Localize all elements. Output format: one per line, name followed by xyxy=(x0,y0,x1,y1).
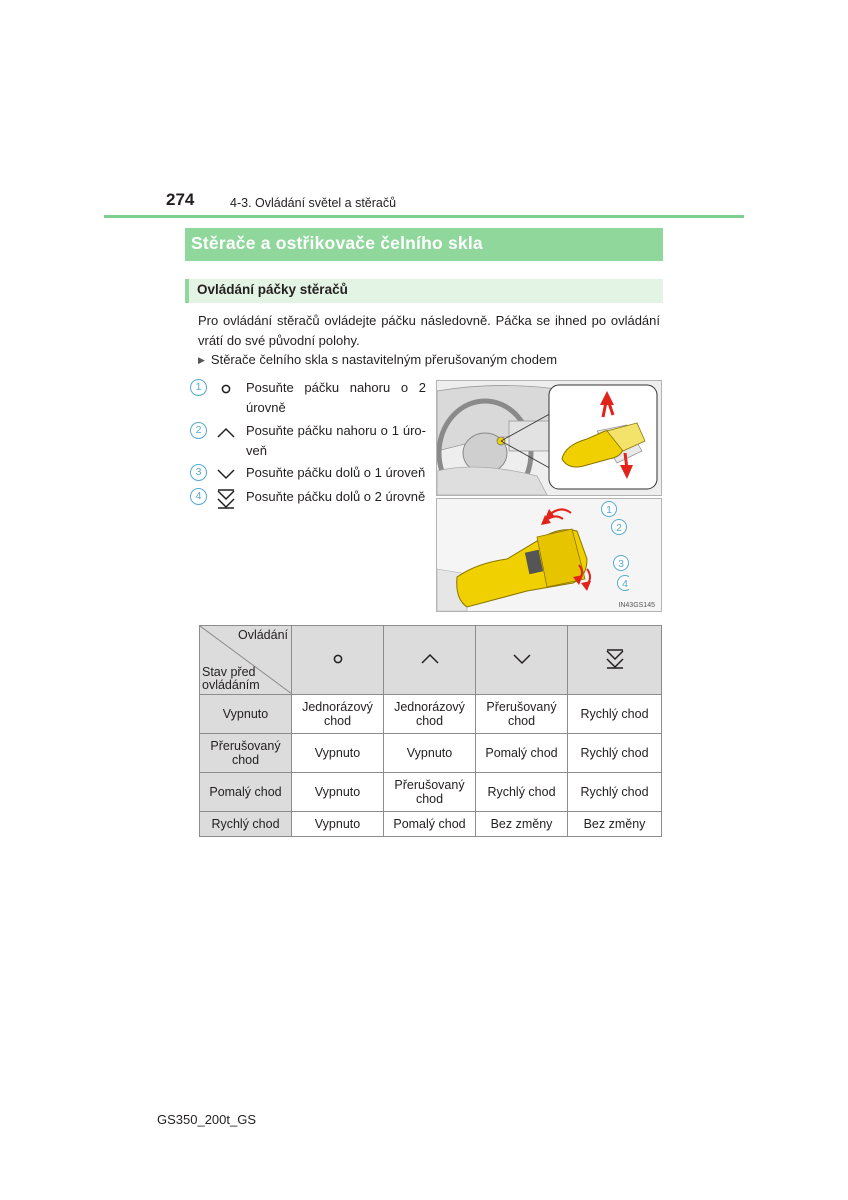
table-cell: Rychlý chod xyxy=(476,773,568,812)
column-header-down xyxy=(476,626,568,695)
column-header-double-down xyxy=(568,626,662,695)
step-number-badge: 1 xyxy=(190,379,207,396)
step-number-badge: 2 xyxy=(190,422,207,439)
double-down-icon xyxy=(604,648,626,670)
table-cell: Rychlý chod xyxy=(568,734,662,773)
intro-paragraph: Pro ovládání stěračů ovládejte páčku následovně. Páčka se ihned po ovládání vrátí do své původní polohy. xyxy=(198,313,660,348)
header-divider xyxy=(104,215,744,218)
page-number: 274 xyxy=(166,190,195,209)
table-cell: Jednorázový chod xyxy=(384,695,476,734)
table-corner-cell xyxy=(200,626,292,695)
step-text: Posuňte páčku dolů o 2 úrovně xyxy=(246,489,426,504)
down-chevron-icon xyxy=(215,464,237,482)
step-text: Posuňte páčku dolů o 1 úroveň xyxy=(246,465,426,480)
dashboard-illustration xyxy=(436,380,662,496)
corner-label-operation: Ovládání xyxy=(237,628,288,642)
table-row xyxy=(200,734,662,773)
table-header-row xyxy=(200,626,662,695)
table-row xyxy=(200,773,662,812)
table-cell: Pomalý chod xyxy=(384,812,476,837)
table-cell: Jednorázový chod xyxy=(292,695,384,734)
up-chevron-icon xyxy=(215,422,237,440)
table-cell: Pomalý chod xyxy=(476,734,568,773)
double-down-icon xyxy=(215,488,237,510)
step-2 xyxy=(190,421,426,461)
callout-2 xyxy=(612,520,627,535)
triangle-bullet-icon: ▶ xyxy=(198,355,205,365)
up-chevron-icon xyxy=(419,650,441,668)
row-state: Vypnuto xyxy=(200,695,292,734)
step-number-badge: 4 xyxy=(190,488,207,505)
table-cell: Přerušovaný chod xyxy=(476,695,568,734)
column-header-up xyxy=(384,626,476,695)
table-row xyxy=(200,812,662,837)
table-cell: Vypnuto xyxy=(292,734,384,773)
table-cell: Bez změny xyxy=(568,812,662,837)
step-1 xyxy=(190,378,426,418)
steering-wheel-drawing xyxy=(437,381,661,495)
table-cell: Bez změny xyxy=(476,812,568,837)
section-title: Stěrače a ostřikovače čelního skla xyxy=(185,228,663,261)
callout-4 xyxy=(618,576,630,591)
step-4 xyxy=(190,487,426,507)
svg-text:2: 2 xyxy=(616,522,622,534)
svg-text:4: 4 xyxy=(622,578,628,590)
svg-text:3: 3 xyxy=(618,558,624,570)
step-text: Posuňte páčku nahoru o 1 úro-veň xyxy=(246,423,426,458)
callout-1 xyxy=(602,502,617,517)
table-cell: Rychlý chod xyxy=(568,695,662,734)
bullet-text: Stěrače čelního skla s nastavitelným přerušovaným chodem xyxy=(210,352,558,367)
column-header-circle xyxy=(292,626,384,695)
bullet-item xyxy=(198,352,557,367)
callout-badges xyxy=(589,499,629,611)
row-state: Přerušovaný chod xyxy=(200,734,292,773)
circle-icon xyxy=(215,379,237,397)
callout-3 xyxy=(614,556,629,571)
step-3 xyxy=(190,463,426,483)
subsection-title: Ovládání páčky stěračů xyxy=(185,279,663,303)
figure-code: IN43GS145 xyxy=(618,602,655,609)
table-cell: Vypnuto xyxy=(292,773,384,812)
section-reference: 4-3. Ovládání světel a stěračů xyxy=(230,196,397,210)
wiper-mode-table xyxy=(199,625,662,837)
row-state: Pomalý chod xyxy=(200,773,292,812)
table-cell: Rychlý chod xyxy=(568,773,662,812)
svg-text:1: 1 xyxy=(606,504,612,516)
table-cell: Přerušovaný chod xyxy=(384,773,476,812)
step-text: Posuňte páčku nahoru o 2 úrovně xyxy=(246,380,426,415)
footer-model-code: GS350_200t_GS xyxy=(157,1112,257,1127)
step-number-badge: 3 xyxy=(190,464,207,481)
down-chevron-icon xyxy=(511,650,533,668)
lever-illustration xyxy=(436,498,662,612)
table-cell: Vypnuto xyxy=(384,734,476,773)
row-state: Rychlý chod xyxy=(200,812,292,837)
table-cell: Vypnuto xyxy=(292,812,384,837)
circle-icon xyxy=(327,650,349,668)
corner-label-state: Stav před ovládáním xyxy=(202,665,260,692)
table-row xyxy=(200,695,662,734)
